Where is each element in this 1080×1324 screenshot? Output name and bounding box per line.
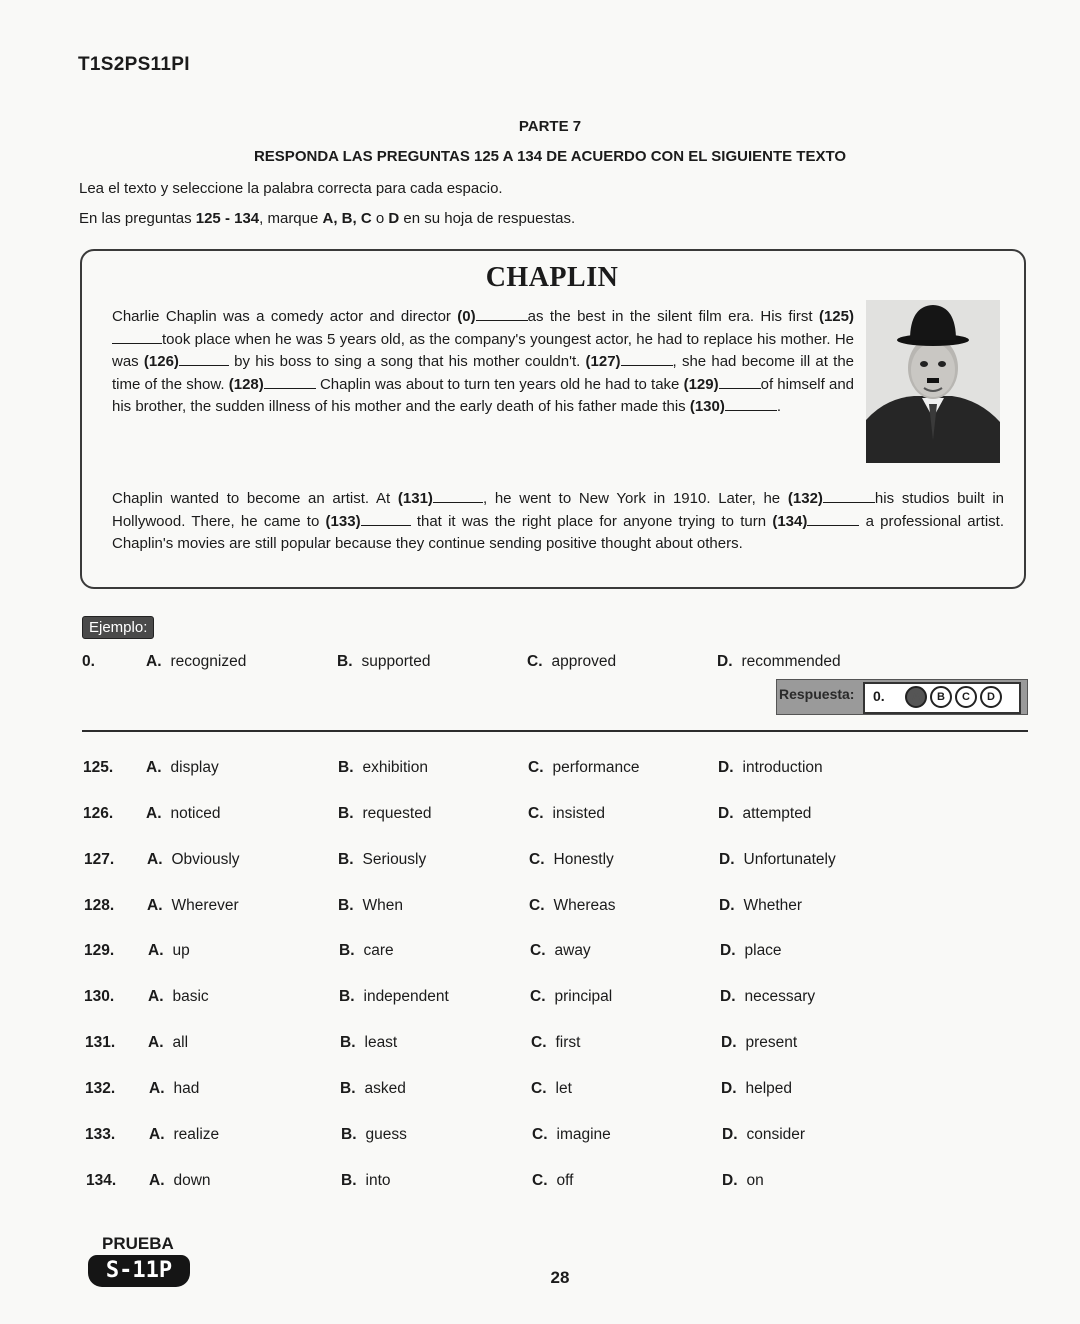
question-row — [0, 988, 1080, 1012]
option-a: A. noticed — [146, 805, 221, 822]
question-number: 125. — [83, 759, 114, 776]
question-row — [0, 759, 1080, 783]
option-c: C. Honestly — [529, 851, 614, 868]
option-b: B. When — [338, 897, 403, 914]
blank — [823, 490, 875, 503]
question-number: 131. — [85, 1034, 116, 1051]
prueba-label: PRUEBA — [102, 1234, 174, 1253]
example-label: Ejemplo: — [82, 616, 154, 639]
question-row — [0, 1126, 1080, 1150]
option-b: B. independent — [339, 988, 449, 1005]
option-d: D. helped — [721, 1080, 793, 1097]
option-a: A. Obviously — [147, 851, 240, 868]
option-c: C. performance — [528, 759, 640, 776]
option-c: C. insisted — [528, 805, 606, 822]
question-row — [0, 805, 1080, 829]
example-option-c: C. approved — [527, 653, 617, 670]
option-c: C. imagine — [532, 1126, 611, 1143]
bubble-c: C — [955, 686, 977, 708]
document-code: T1S2PS11PI — [78, 54, 190, 75]
bubble-b: B — [930, 686, 952, 708]
option-d: D. Unfortunately — [719, 851, 836, 868]
blank — [725, 398, 777, 411]
blank — [361, 513, 411, 526]
answer-label: Respuesta: — [779, 686, 855, 702]
chaplin-portrait-image — [866, 300, 1000, 463]
option-d: D. present — [721, 1034, 798, 1051]
section-divider — [82, 730, 1028, 732]
option-c: C. first — [531, 1034, 581, 1051]
question-number: 127. — [84, 851, 115, 868]
option-c: C. principal — [530, 988, 613, 1005]
question-row — [0, 1172, 1080, 1196]
passage-paragraph-1: Charlie Chaplin was a comedy actor and director (0) as the best in the silent film era. His first (125)took place when he was 5 years old, as the company's youngest actor, he had to replace his mother. He was (126) by his boss to sing a song that his mother couldn't. (127) , she had become ill at the time of the show. (128) Chaplin was about to turn ten years old he had to take (129) of himself and his brother, the sudden illness of his mother and the early death of his father made this (130) . — [112, 308, 855, 416]
option-d: D. necessary — [720, 988, 816, 1005]
passage-paragraph-2: Chaplin wanted to become an artist. At (131) , he went to New York in 1910. Later, he (132) his studios built in Hollywood. There, he came to (133) that it was the right place for anyone trying to turn (134) a professional artist. Chaplin's movies are still popular because they continue sending positive thought about others. — [112, 490, 1004, 553]
example-option-a: A. recognized — [146, 653, 247, 670]
blank — [476, 308, 528, 321]
example-row — [0, 653, 1080, 677]
option-d: D. place — [720, 942, 782, 959]
blank — [112, 331, 162, 344]
question-number: 133. — [85, 1126, 116, 1143]
blank — [264, 376, 316, 389]
example-option-d: D. recommended — [717, 653, 841, 670]
option-a: A. display — [146, 759, 219, 776]
option-d: D. attempted — [718, 805, 812, 822]
example-option-b: B. supported — [337, 653, 431, 670]
page-number: 28 — [550, 1268, 570, 1287]
blank — [179, 353, 229, 366]
question-number: 132. — [85, 1080, 116, 1097]
option-a: A. up — [148, 942, 190, 959]
option-b: B. requested — [338, 805, 432, 822]
option-c: C. off — [532, 1172, 574, 1189]
option-a: A. Wherever — [147, 897, 239, 914]
question-number: 130. — [84, 988, 115, 1005]
option-b: B. asked — [340, 1080, 406, 1097]
bubble-a-filled: A — [905, 686, 927, 708]
question-row — [0, 942, 1080, 966]
option-b: B. care — [339, 942, 394, 959]
passage-title: CHAPLIN — [485, 262, 619, 293]
option-d: D. introduction — [718, 759, 823, 776]
option-c: C. let — [531, 1080, 572, 1097]
option-d: D. Whether — [719, 897, 803, 914]
option-b: B. exhibition — [338, 759, 428, 776]
blank — [433, 490, 483, 503]
bubble-d: D — [980, 686, 1002, 708]
instruction-line-1: Lea el texto y seleccione la palabra correcta para cada espacio. — [79, 180, 503, 197]
option-a: A. had — [149, 1080, 200, 1097]
option-b: B. least — [340, 1034, 398, 1051]
option-c: C. away — [530, 942, 591, 959]
test-code-badge: S-11P — [88, 1255, 190, 1287]
blank — [621, 353, 673, 366]
blank — [807, 513, 859, 526]
question-number: 128. — [84, 897, 115, 914]
blank — [719, 376, 761, 389]
question-number: 126. — [83, 805, 114, 822]
option-d: D. consider — [722, 1126, 806, 1143]
option-b: B. into — [341, 1172, 391, 1189]
question-number: 129. — [84, 942, 115, 959]
question-row — [0, 851, 1080, 875]
option-a: A. realize — [149, 1126, 220, 1143]
instruction-title: RESPONDA LAS PREGUNTAS 125 A 134 DE ACUERDO CON EL SIGUIENTE TEXTO — [253, 148, 847, 165]
example-number: 0. — [82, 653, 95, 670]
instruction-line-2: En las preguntas 125 - 134, marque A, B, C o D en su hoja de respuestas. — [79, 210, 576, 227]
question-row — [0, 897, 1080, 921]
option-b: B. guess — [341, 1126, 407, 1143]
option-a: A. basic — [148, 988, 209, 1005]
option-a: A. down — [149, 1172, 211, 1189]
question-row — [0, 1080, 1080, 1104]
part-heading: PARTE 7 — [518, 118, 582, 135]
question-row — [0, 1034, 1080, 1058]
answer-number: 0. — [873, 688, 885, 704]
option-a: A. all — [148, 1034, 189, 1051]
option-d: D. on — [722, 1172, 764, 1189]
question-number: 134. — [86, 1172, 117, 1189]
option-c: C. Whereas — [529, 897, 616, 914]
option-b: B. Seriously — [338, 851, 427, 868]
